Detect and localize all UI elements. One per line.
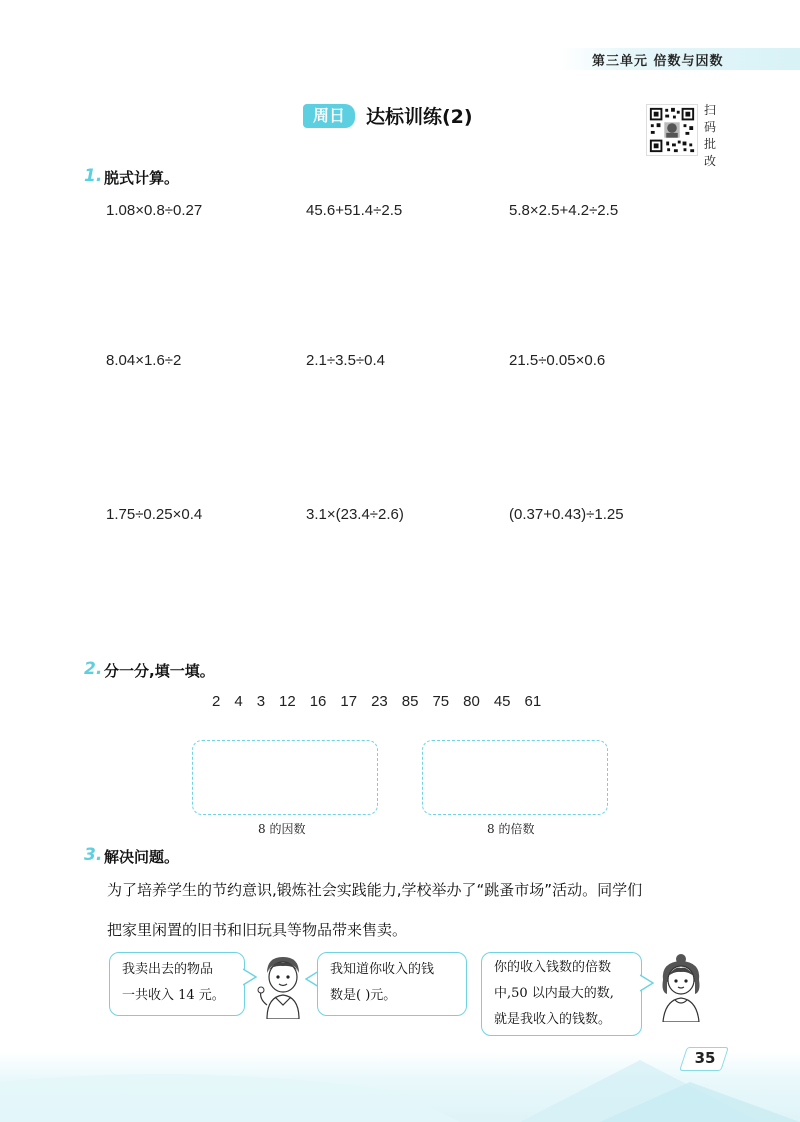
qr-label [704, 102, 718, 170]
number-item: 4 [234, 693, 243, 710]
bubble-line: 你的收入钱数的倍数 [494, 960, 612, 975]
bubble-line: 我卖出去的物品 [122, 962, 214, 977]
number-item: 17 [340, 693, 358, 710]
expression: 1.08×0.8÷0.27 [106, 202, 203, 219]
expression: 21.5÷0.05×0.6 [509, 352, 606, 369]
expression: 5.8×2.5+4.2÷2.5 [509, 202, 619, 219]
speech-bubble-girl [481, 952, 642, 1036]
bubble-line: 中,50 以内最大的数, [494, 986, 614, 1001]
expression: (0.37+0.43)÷1.25 [509, 506, 624, 523]
footer-mountains [0, 1052, 800, 1122]
question-number: 1. [84, 166, 103, 186]
question-title: 脱式计算。 [104, 169, 180, 187]
girl-character-icon [651, 952, 711, 1022]
bubble-line: 一共收入 14 元。 [122, 988, 225, 1003]
bubble-line: 数是( )元。 [330, 988, 397, 1003]
qr-label-char: 扫 [704, 103, 717, 117]
number-item: 23 [371, 693, 388, 710]
number-item: 45 [493, 693, 511, 710]
speech-bubble-question [317, 952, 467, 1016]
number-item: 12 [279, 693, 296, 710]
expression: 3.1×(23.4÷2.6) [306, 506, 404, 523]
number-item: 80 [463, 693, 480, 710]
qr-label-char: 改 [704, 154, 717, 168]
problem-text: 把家里闲置的旧书和旧玩具等物品带来售卖。 [107, 921, 408, 939]
multiples-of-8-box[interactable] [422, 740, 608, 815]
question-number: 2. [84, 659, 103, 679]
expression: 1.75÷0.25×0.4 [106, 506, 203, 523]
qr-label-char: 批 [704, 137, 717, 151]
chapter-title: 第三单元 倍数与因数 [592, 54, 724, 69]
factors-of-8-box[interactable] [192, 740, 378, 815]
number-row [212, 693, 555, 710]
number-item: 85 [401, 693, 419, 710]
number-item: 75 [432, 693, 450, 710]
number-item: 16 [309, 693, 327, 710]
day-badge: 周日 [303, 104, 355, 128]
expression: 8.04×1.6÷2 [106, 352, 182, 369]
bubble-line: 我知道你收入的钱 [330, 962, 435, 977]
problem-text: 为了培养学生的节约意识,锻炼社会实践能力,学校举办了“跳蚤市场”活动。同学们 [107, 881, 643, 899]
expression: 45.6+51.4÷2.5 [306, 202, 403, 219]
box-label-factors: 8 的因数 [258, 822, 306, 836]
number-item: 61 [524, 693, 542, 710]
page-title: 达标训练(2) [366, 106, 473, 128]
number-item: 2 [212, 693, 221, 710]
question-number: 3. [84, 845, 103, 865]
expression: 2.1÷3.5÷0.4 [306, 352, 386, 369]
box-label-multiples: 8 的倍数 [487, 822, 535, 836]
bubble-line: 就是我收入的钱数。 [494, 1012, 612, 1027]
speech-bubble-boy [109, 952, 245, 1016]
boy-character-icon [253, 953, 311, 1019]
qr-label-char: 码 [704, 120, 717, 134]
question-title: 分一分,填一填。 [104, 662, 215, 680]
qr-code-icon[interactable] [646, 104, 698, 156]
question-title: 解决问题。 [104, 848, 180, 866]
page-number: 35 [694, 1049, 716, 1067]
number-item: 3 [256, 693, 266, 710]
